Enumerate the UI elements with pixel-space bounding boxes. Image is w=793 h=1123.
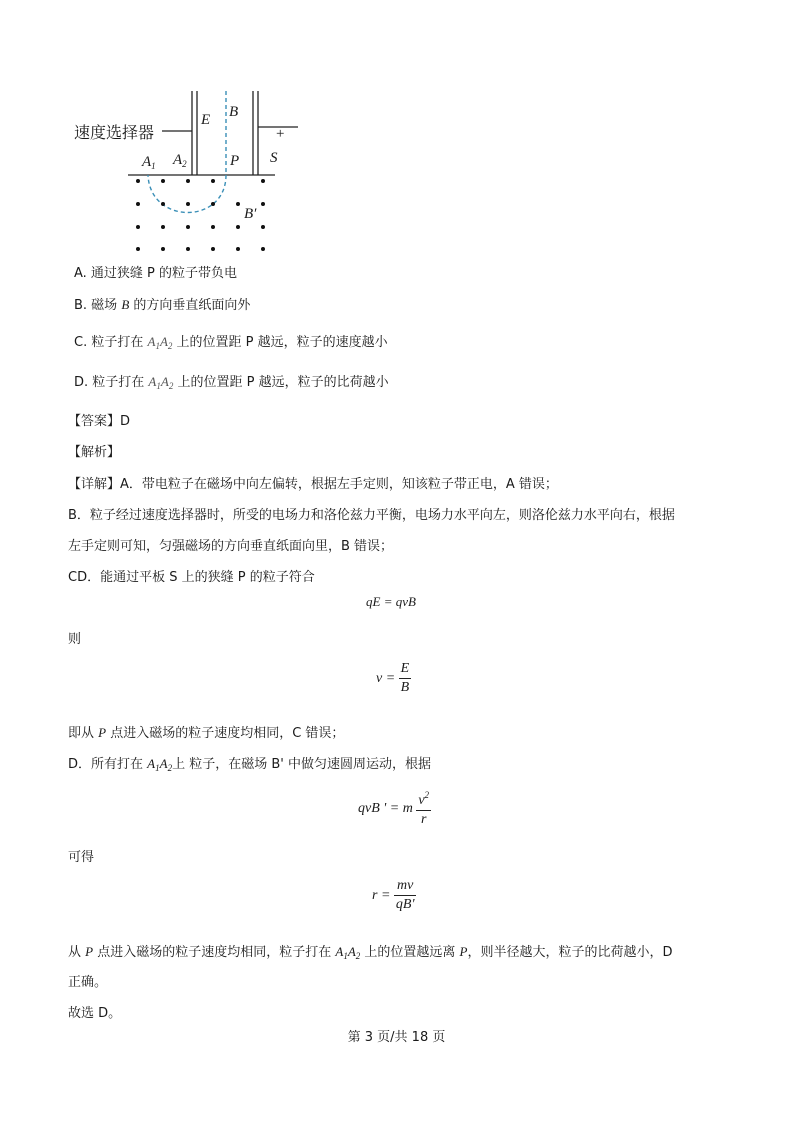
velocity-selector-figure [60,85,310,265]
label-e: E [201,112,211,128]
conclusion-line-1: 从 P 点进入磁场的粒子速度均相同，粒子打在 $A_1A_2$ 上的位置越远离 P，则半径越大，粒子的比荷越小，D [68,944,673,961]
equation-qvb-mv2-over-r: qvB ' = m $\frac{v^2}{r}$ [358,790,430,827]
equation-r-mv-over-qb: r = $\frac{mv}{qB'}$ [372,878,415,912]
particle-trajectory [148,91,226,213]
then-text: 则 [68,632,82,647]
label-b: B [229,104,239,120]
label-s: S [270,150,278,166]
answer: 【答案】D [68,414,131,429]
equation-v-e-over-b: v = $\frac{E}{B}$ [376,661,410,695]
detail-line-4: CD．能通过平板 S 上的狭缝 P 的粒子符合 [68,570,315,585]
option-c: C. 粒子打在 $A_1A_2$ 上的位置距 P 越远，粒子的速度越小 [74,334,388,351]
option-a: A. 通过狭缝 P 的粒子带负电 [74,266,238,281]
detail-line-2: B．粒子经过速度选择器时，所受的电场力和洛伦兹力平衡，电场力水平向左，则洛伦兹力水平向右，根据 [68,508,675,523]
option-b: B. 磁场 B 的方向垂直纸面向外 [74,297,251,313]
detail-line-3: 左手定则可知，匀强磁场的方向垂直纸面向里，B 错误； [68,539,394,554]
kede-text: 可得 [68,850,95,865]
equation-qe-qvb: qE = qvB [366,594,416,609]
line-d-intro: D．所有打在 $A_1A_2$上 粒子，在磁场 B' 中做匀速圆周运动，根据 [68,756,431,773]
page-footer: 第 3 页/共 18 页 [347,1030,446,1045]
conclusion-line-2: 正确。 [68,975,108,990]
label-a1: $A_1$ [142,154,156,171]
label-p: P [230,153,240,169]
label-b-prime: B′ [244,206,257,222]
velocity-selector-label: 速度选择器 [74,123,155,142]
label-a2: $A_2$ [173,152,187,169]
choose-d: 故选 D。 [68,1006,122,1021]
option-d: D. 粒子打在 $A_1A_2$ 上的位置距 P 越远，粒子的比荷越小 [74,374,389,391]
detail-line-1: 【详解】A．带电粒子在磁场中向左偏转，根据左手定则，知该粒子带正电，A 错误； [68,477,558,492]
line-c-conclusion: 即从 P 点进入磁场的粒子速度均相同，C 错误； [68,725,345,741]
label-plus: + [276,126,285,142]
analysis-heading: 【解析】 [68,445,121,460]
